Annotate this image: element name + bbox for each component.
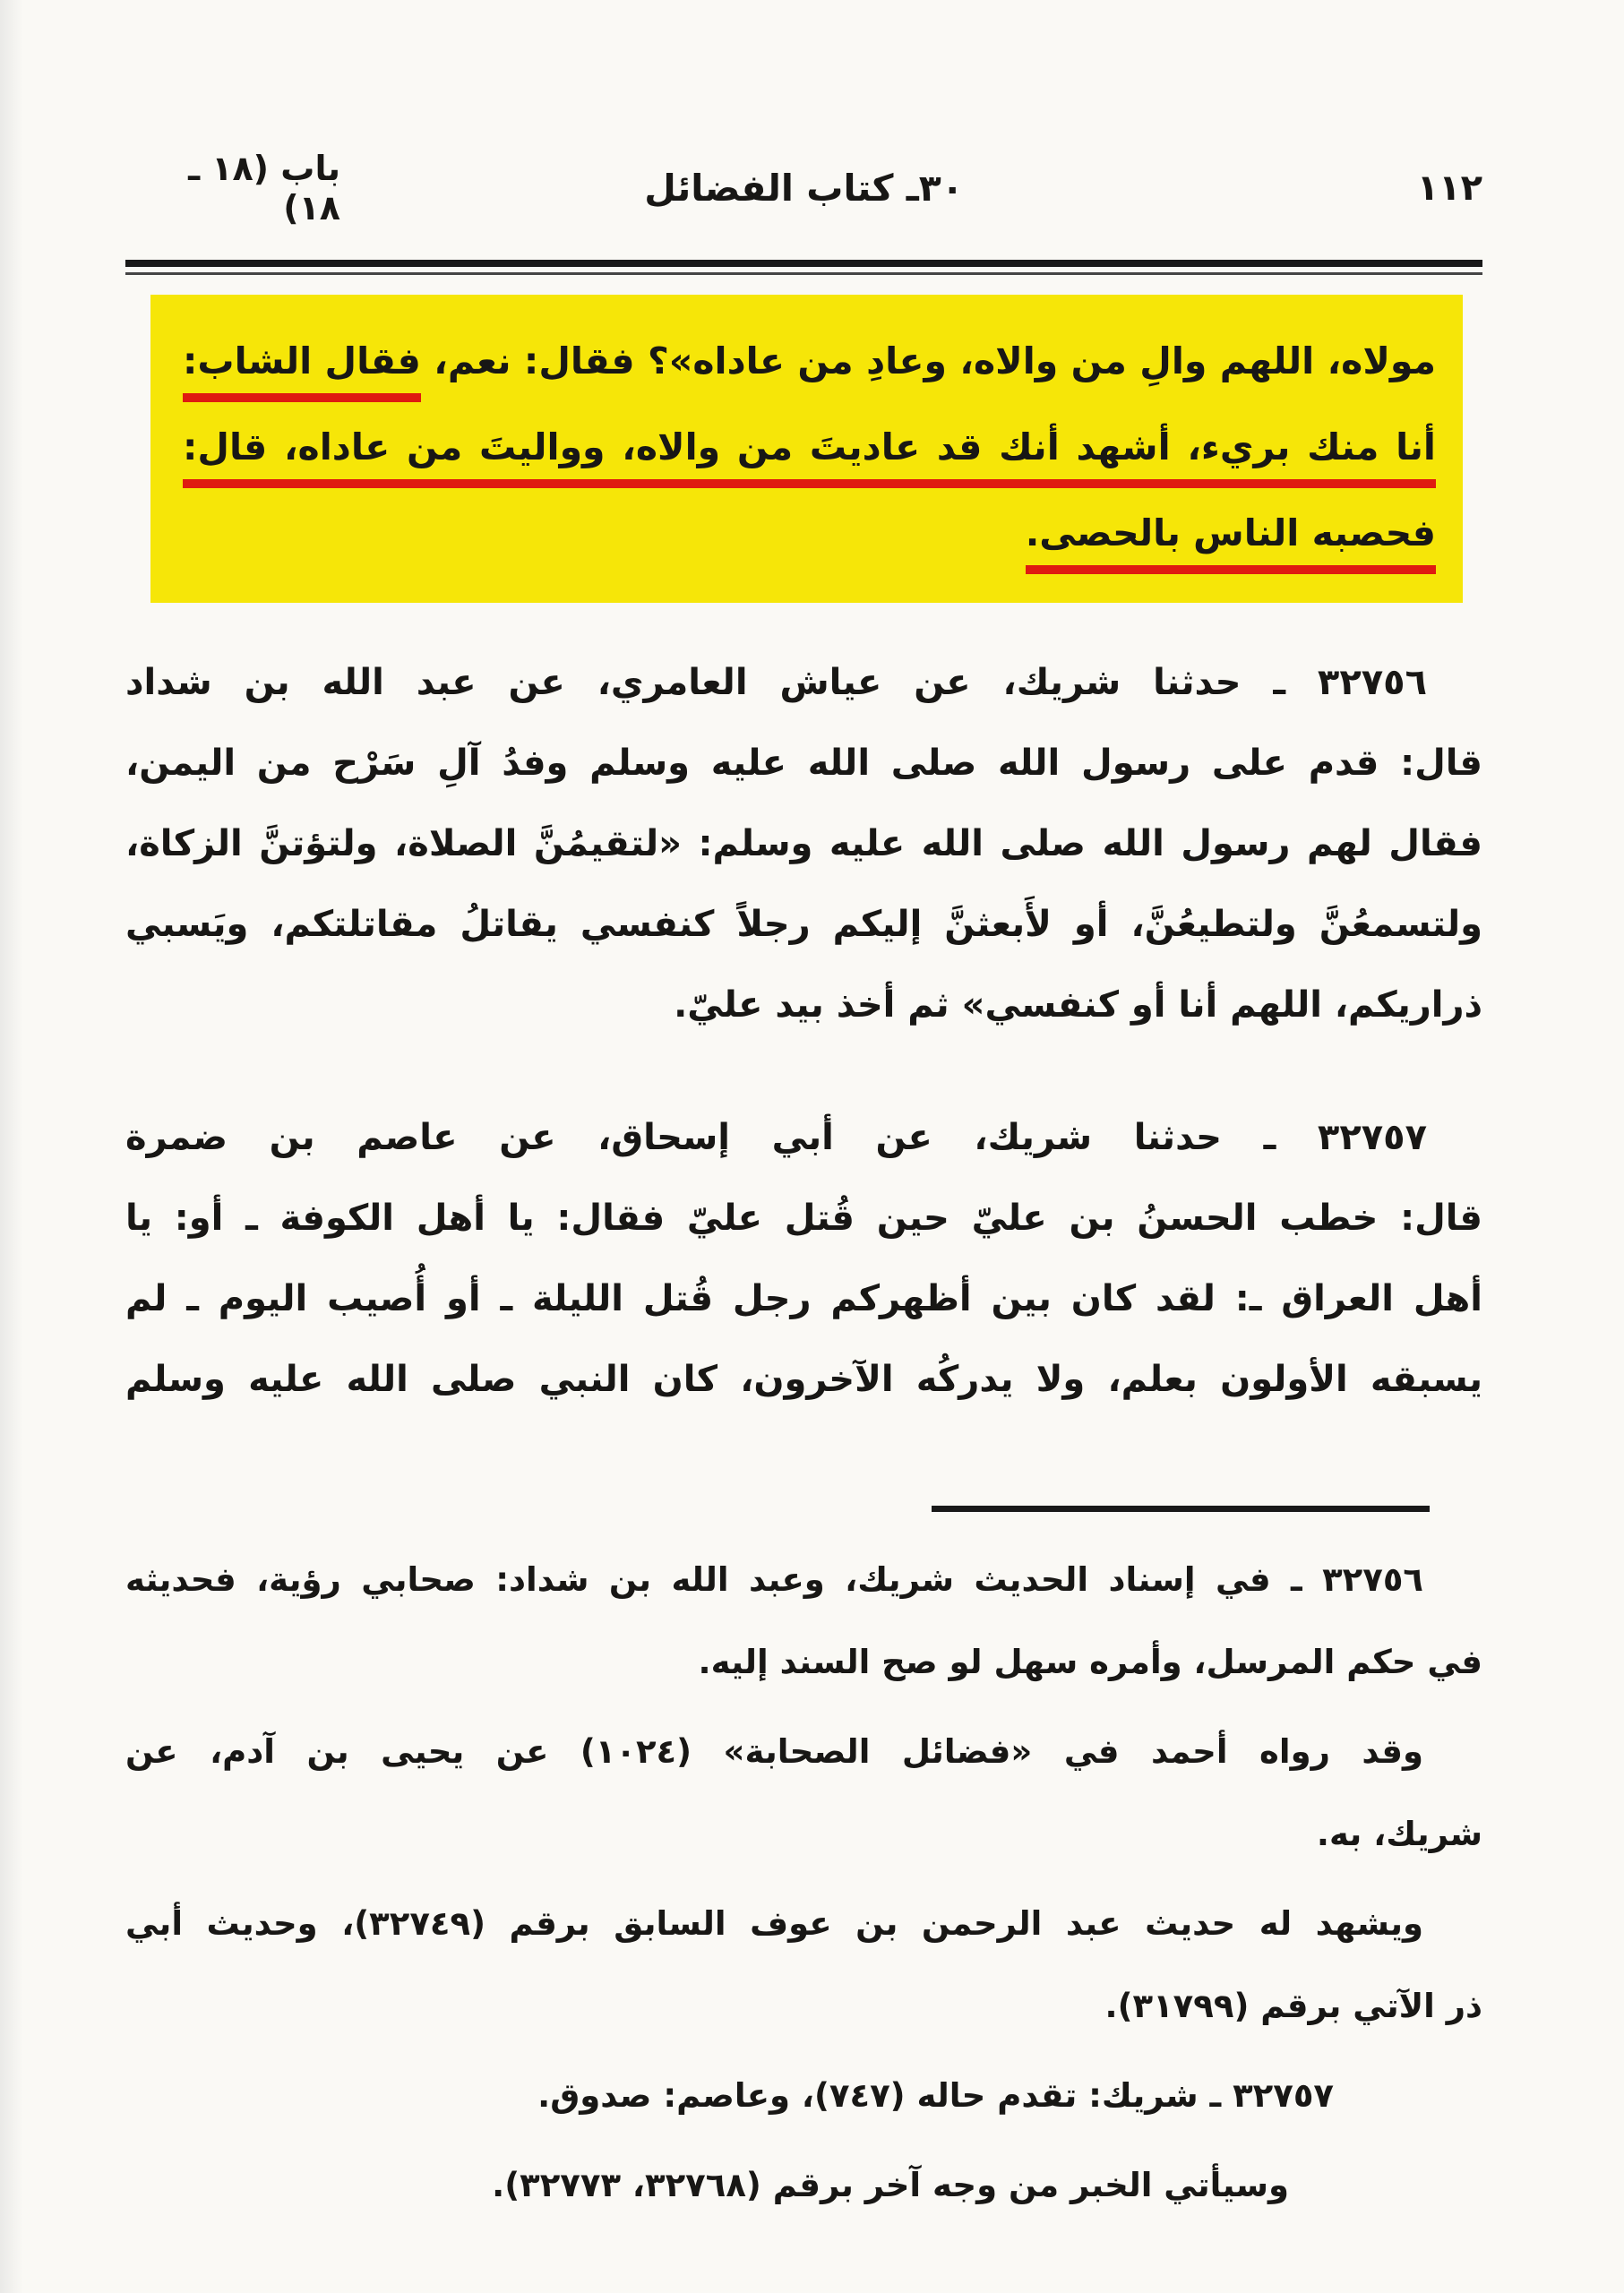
footnote-line: شريك، به.: [1316, 1815, 1482, 1853]
page-content: [125, 0, 1482, 2227]
hadith-32756-line: ٣٢٧٥٦ ـ حدثنا شريك، عن عياش العامري، عن عبد الله بن شداد: [125, 662, 1427, 703]
red-underlined-phrase: فقال الشاب:: [183, 339, 421, 402]
header-rule-thin: [125, 272, 1482, 275]
footnote-separator-rule: [932, 1506, 1430, 1512]
hadith-32757-line: قال: خطب الحسنُ بن عليّ حين قُتل عليّ فقال: يا أهل الكوفة ـ أو: يا: [125, 1198, 1482, 1239]
chapter-label: باب (١٨ ـ ١٨): [188, 149, 340, 228]
footnote-line: ذر الآتي برقم (٣١٧٩٩).: [1104, 1987, 1482, 2025]
footnote-line: ويشهد له حديث عبد الرحمن بن عوف السابق برقم (٣٢٧٤٩)، وحديث أبي: [125, 1904, 1423, 1943]
page-gutter-shadow: [0, 0, 23, 2293]
hadith-32757-paragraph: [125, 1097, 1482, 1420]
hadith-32756-line: ذراريكم، اللهم أنا أو كنفسي» ثم أخذ بيد عليّ.: [674, 984, 1482, 1026]
highlight-line-2: [183, 404, 1436, 490]
running-header: [125, 0, 1482, 228]
footnotes-section: [125, 1539, 1482, 2227]
hadith-32756-paragraph: [125, 642, 1482, 1045]
footnote-line: وسيأتي الخبر من وجه آخر برقم (٣٢٧٦٨، ٣٢٧٧٣).: [492, 2166, 1289, 2204]
hadith-32756-line: قال: قدم على رسول الله صلى الله عليه وسلم وفدُ آلِ سَرْح من اليمن،: [125, 743, 1482, 784]
book-title: ٣٠ـ كتاب الفضائل: [644, 167, 964, 210]
hadith-32757-line: ٣٢٧٥٧ ـ حدثنا شريك، عن أبي إسحاق، عن عاصم بن ضمرة: [125, 1117, 1427, 1158]
hadith-32756-line: فقال لهم رسول الله صلى الله عليه وسلم: «لتقيمُنَّ الصلاة، ولتؤتنَّ الزكاة،: [125, 823, 1482, 864]
highlight-line-3: [183, 490, 1436, 576]
hadith-32757-line: أهل العراق ـ: لقد كان بين أظهركم رجل قُتل الليلة ـ أو أُصيب اليوم ـ لم: [125, 1278, 1482, 1319]
page-number: ١١٢: [1416, 167, 1482, 209]
footnote-line: في حكم المرسل، وأمره سهل لو صح السند إليه.: [698, 1643, 1482, 1681]
highlight-line-1: [183, 318, 1436, 404]
hadith-32756-line: ولتسمعُنَّ ولتطيعُنَّ، أو لأَبعثنَّ إليكم رجلاً كنفسي يقاتلُ مقاتلتكم، ويَسبي: [125, 904, 1482, 945]
red-underlined-line: أنا منك بريء، أشهد أنك قد عاديتَ من والاه، وواليتَ من عاداه، قال:: [183, 425, 1436, 488]
highlighted-passage: [150, 295, 1463, 603]
highlight-line-1-text: مولاه، اللهم والِ من والاه، وعادِ من عاداه»؟ فقال: نعم،: [420, 339, 1436, 382]
header-rule-thick: [125, 260, 1482, 267]
footnote-line: ٣٢٧٥٦ ـ في إسناد الحديث شريك، وعبد الله بن شداد: صحابي رؤية، فحديثه: [125, 1560, 1423, 1599]
footnote-line: وقد رواه أحمد في «فضائل الصحابة» (١٠٢٤) عن يحيى بن آدم، عن: [125, 1732, 1423, 1771]
footnote-line: ٣٢٧٥٧ ـ شريك: تقدم حاله (٧٤٧)، وعاصم: صدوق.: [537, 2076, 1334, 2115]
red-underlined-phrase-2: فحصبه الناس بالحصى.: [1026, 511, 1436, 574]
hadith-32757-line: يسبقه الأولون بعلم، ولا يدركُه الآخرون، كان النبي صلى الله عليه وسلم: [125, 1359, 1482, 1400]
